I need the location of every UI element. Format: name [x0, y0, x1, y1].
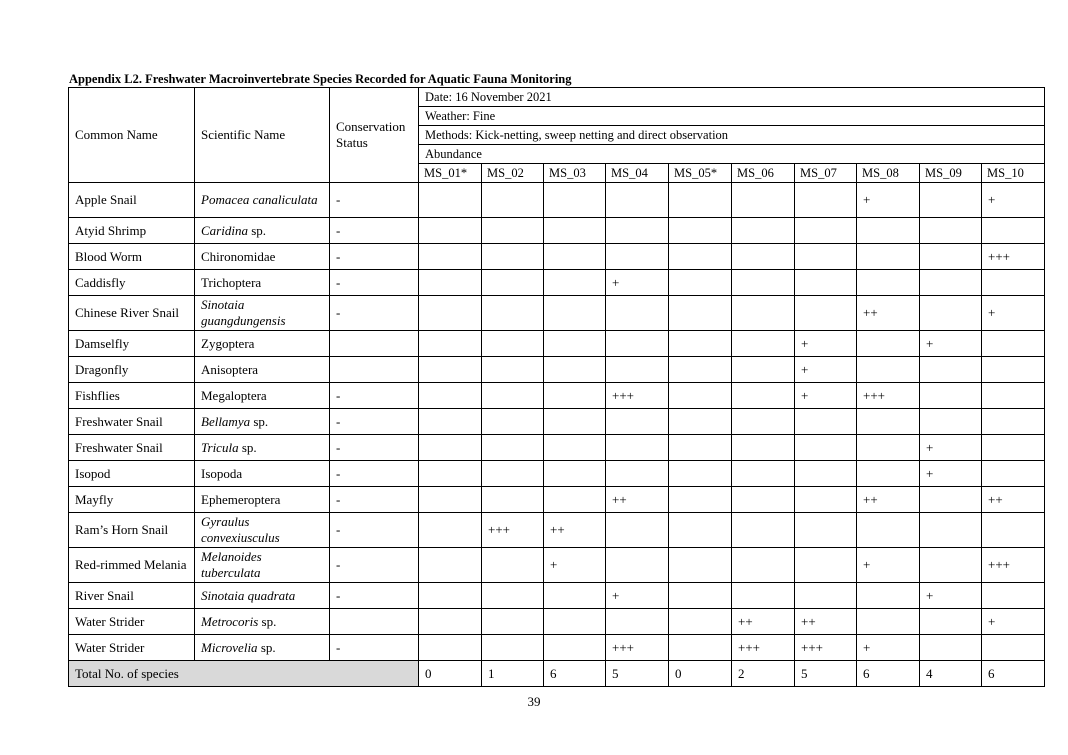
abundance-cell — [606, 548, 669, 583]
abundance-cell: ++ — [544, 513, 606, 548]
abundance-cell — [419, 635, 482, 661]
scientific-name-cell — [195, 296, 330, 331]
abundance-cell — [857, 270, 920, 296]
station-header: MS_10 — [982, 164, 1045, 183]
abundance-cell: + — [795, 383, 857, 409]
page-number: 39 — [527, 694, 541, 709]
abundance-cell: +++ — [857, 383, 920, 409]
abundance-cell — [920, 635, 982, 661]
abundance-cell — [857, 583, 920, 609]
abundance-cell — [920, 183, 982, 218]
table-row — [69, 461, 1045, 487]
common-name-cell: Caddisfly — [69, 270, 195, 296]
abundance-cell — [795, 487, 857, 513]
abundance-cell — [982, 435, 1045, 461]
table-row — [69, 244, 1045, 270]
conservation-status-cell: - — [330, 461, 419, 487]
abundance-cell: + — [857, 635, 920, 661]
abundance-cell — [482, 487, 544, 513]
table-row — [69, 357, 1045, 383]
common-name-cell: Water Strider — [69, 635, 195, 661]
scientific-name-part: Metrocoris — [201, 613, 259, 629]
common-name-cell: Freshwater Snail — [69, 435, 195, 461]
abundance-cell — [606, 183, 669, 218]
abundance-cell — [857, 461, 920, 487]
abundance-cell — [606, 331, 669, 357]
scientific-name-part: Chironomidae — [201, 248, 276, 264]
total-value-cell: 0 — [419, 661, 482, 687]
abundance-cell — [669, 296, 732, 331]
abundance-cell — [920, 548, 982, 583]
abundance-cell: ++ — [795, 609, 857, 635]
scientific-name-cell — [195, 270, 330, 296]
abundance-cell — [982, 331, 1045, 357]
abundance-cell: + — [982, 183, 1045, 218]
abundance-cell — [795, 183, 857, 218]
abundance-cell — [669, 635, 732, 661]
abundance-cell — [544, 218, 606, 244]
abundance-cell — [482, 357, 544, 383]
abundance-cell — [795, 296, 857, 331]
scientific-name-part: Caridina — [201, 222, 248, 238]
conservation-status-cell: - — [330, 383, 419, 409]
appendix-title: Appendix L2. Freshwater Macroinvertebrate Species Recorded for Aquatic Fauna Monitoring — [69, 72, 572, 86]
scientific-name-part: sp. — [247, 222, 267, 238]
scientific-name-cell — [195, 513, 330, 548]
abundance-cell — [857, 357, 920, 383]
abundance-cell: + — [920, 435, 982, 461]
abundance-cell: + — [920, 461, 982, 487]
conservation-status-cell: - — [330, 513, 419, 548]
abundance-cell — [544, 609, 606, 635]
abundance-cell — [669, 244, 732, 270]
abundance-cell — [857, 435, 920, 461]
common-name-cell: Atyid Shrimp — [69, 218, 195, 244]
abundance-cell: +++ — [795, 635, 857, 661]
abundance-cell — [732, 357, 795, 383]
abundance-cell — [544, 296, 606, 331]
scientific-name-cell — [195, 583, 330, 609]
total-value-cell: 1 — [482, 661, 544, 687]
abundance-cell — [982, 583, 1045, 609]
scientific-name-part: Isopoda — [201, 465, 243, 481]
abundance-cell — [669, 609, 732, 635]
abundance-cell — [732, 331, 795, 357]
table-row — [69, 635, 1045, 661]
abundance-cell — [419, 296, 482, 331]
abundance-cell — [544, 270, 606, 296]
common-name-cell: Apple Snail — [69, 183, 195, 218]
abundance-cell — [544, 461, 606, 487]
abundance-cell — [544, 357, 606, 383]
abundance-cell — [419, 461, 482, 487]
abundance-cell — [669, 331, 732, 357]
scientific-name-part: Megaloptera — [201, 387, 267, 403]
station-header: MS_02 — [482, 164, 544, 183]
abundance-cell: +++ — [982, 244, 1045, 270]
abundance-cell — [732, 218, 795, 244]
abundance-cell — [920, 218, 982, 244]
abundance-cell — [857, 244, 920, 270]
conservation-status-cell: - — [330, 409, 419, 435]
abundance-cell — [982, 635, 1045, 661]
common-name-cell: Freshwater Snail — [69, 409, 195, 435]
scientific-name-part: Pomacea canaliculata — [201, 192, 318, 207]
station-header: MS_01* — [419, 164, 482, 183]
abundance-cell: + — [857, 548, 920, 583]
common-name-cell: Blood Worm — [69, 244, 195, 270]
abundance-cell — [920, 383, 982, 409]
abundance-cell: + — [920, 583, 982, 609]
abundance-cell — [482, 583, 544, 609]
scientific-name-cell — [195, 331, 330, 357]
table-row — [69, 487, 1045, 513]
abundance-cell: +++ — [482, 513, 544, 548]
abundance-cell: + — [982, 296, 1045, 331]
abundance-cell — [669, 270, 732, 296]
station-header: MS_08 — [857, 164, 920, 183]
total-value-cell: 2 — [732, 661, 795, 687]
abundance-cell — [669, 409, 732, 435]
scientific-name-cell — [195, 461, 330, 487]
header-abundance: Abundance — [419, 145, 1045, 164]
abundance-cell: + — [544, 548, 606, 583]
abundance-cell — [419, 331, 482, 357]
table-row — [69, 183, 1045, 218]
abundance-cell — [795, 435, 857, 461]
conservation-status-cell: - — [330, 635, 419, 661]
conservation-status-cell: - — [330, 583, 419, 609]
conservation-status-cell: - — [330, 435, 419, 461]
abundance-cell — [482, 635, 544, 661]
scientific-name-part: sp. — [238, 439, 257, 455]
abundance-cell — [669, 435, 732, 461]
abundance-cell — [795, 409, 857, 435]
station-header: MS_06 — [732, 164, 795, 183]
station-header: MS_04 — [606, 164, 669, 183]
conservation-status-cell: - — [330, 270, 419, 296]
abundance-cell — [669, 583, 732, 609]
abundance-cell — [482, 331, 544, 357]
abundance-cell: ++ — [732, 609, 795, 635]
abundance-cell: ++ — [982, 487, 1045, 513]
abundance-cell — [795, 548, 857, 583]
common-name-cell: Damselfly — [69, 331, 195, 357]
abundance-cell — [482, 218, 544, 244]
scientific-name-part: Sinotaia quadrata — [201, 587, 296, 603]
abundance-cell — [795, 270, 857, 296]
abundance-cell: ++ — [857, 487, 920, 513]
abundance-cell — [606, 296, 669, 331]
abundance-cell — [982, 270, 1045, 296]
abundance-cell: +++ — [606, 383, 669, 409]
table-row — [69, 609, 1045, 635]
header-date: Date: 16 November 2021 — [419, 88, 1045, 107]
abundance-cell — [419, 409, 482, 435]
conservation-status-cell: - — [330, 548, 419, 583]
abundance-cell — [732, 183, 795, 218]
table-row — [69, 331, 1045, 357]
abundance-cell: +++ — [982, 548, 1045, 583]
abundance-cell — [857, 609, 920, 635]
abundance-cell — [732, 270, 795, 296]
abundance-cell — [732, 513, 795, 548]
abundance-cell — [482, 183, 544, 218]
abundance-cell: +++ — [606, 635, 669, 661]
abundance-cell — [544, 435, 606, 461]
abundance-cell: +++ — [732, 635, 795, 661]
conservation-status-cell — [330, 357, 419, 383]
scientific-name-part: Tricula — [201, 439, 239, 455]
total-value-cell: 6 — [857, 661, 920, 687]
station-header: MS_05* — [669, 164, 732, 183]
abundance-cell — [920, 357, 982, 383]
scientific-name-part: Ephemeroptera — [201, 491, 281, 507]
scientific-name-part: Sinotaia guangdungensis — [201, 297, 286, 328]
abundance-cell — [669, 487, 732, 513]
abundance-cell — [419, 609, 482, 635]
abundance-cell — [544, 583, 606, 609]
abundance-cell — [857, 409, 920, 435]
abundance-cell — [482, 609, 544, 635]
abundance-cell — [982, 461, 1045, 487]
abundance-cell — [544, 331, 606, 357]
abundance-cell — [732, 435, 795, 461]
abundance-cell — [669, 218, 732, 244]
scientific-name-part: sp. — [258, 613, 277, 629]
table-row — [69, 548, 1045, 583]
scientific-name-cell — [195, 183, 330, 218]
common-name-cell: Chinese River Snail — [69, 296, 195, 331]
header-common-name: Common Name — [69, 88, 195, 183]
abundance-cell — [669, 461, 732, 487]
abundance-cell — [606, 609, 669, 635]
abundance-cell — [606, 461, 669, 487]
total-value-cell: 5 — [795, 661, 857, 687]
abundance-cell — [544, 383, 606, 409]
conservation-status-cell — [330, 331, 419, 357]
scientific-name-cell — [195, 218, 330, 244]
station-header: MS_09 — [920, 164, 982, 183]
abundance-cell — [419, 218, 482, 244]
abundance-cell — [732, 244, 795, 270]
scientific-name-cell — [195, 548, 330, 583]
abundance-cell — [920, 513, 982, 548]
abundance-cell — [482, 435, 544, 461]
table-row — [69, 383, 1045, 409]
scientific-name-cell — [195, 609, 330, 635]
species-table — [68, 87, 1045, 687]
table-row — [69, 583, 1045, 609]
abundance-cell — [857, 513, 920, 548]
scientific-name-part: sp. — [250, 413, 269, 429]
common-name-cell: River Snail — [69, 583, 195, 609]
abundance-cell — [419, 548, 482, 583]
abundance-cell — [482, 296, 544, 331]
abundance-cell — [795, 244, 857, 270]
table-row — [69, 409, 1045, 435]
conservation-status-cell: - — [330, 296, 419, 331]
scientific-name-part: Gyraulus convexiusculus — [201, 514, 280, 545]
abundance-cell — [732, 409, 795, 435]
conservation-status-cell: - — [330, 218, 419, 244]
abundance-cell — [920, 409, 982, 435]
abundance-cell — [857, 331, 920, 357]
total-value-cell: 6 — [982, 661, 1045, 687]
abundance-cell — [732, 583, 795, 609]
conservation-status-cell: - — [330, 183, 419, 218]
abundance-cell — [982, 409, 1045, 435]
conservation-status-cell: - — [330, 487, 419, 513]
abundance-cell: + — [795, 357, 857, 383]
common-name-cell: Red-rimmed Melania — [69, 548, 195, 583]
abundance-cell — [920, 296, 982, 331]
scientific-name-cell — [195, 357, 330, 383]
abundance-cell: + — [982, 609, 1045, 635]
abundance-cell — [606, 244, 669, 270]
header-conservation-status: Conservation Status — [330, 88, 419, 183]
total-value-cell: 4 — [920, 661, 982, 687]
abundance-cell — [482, 383, 544, 409]
abundance-cell — [795, 583, 857, 609]
conservation-status-cell — [330, 609, 419, 635]
table-row — [69, 270, 1045, 296]
total-value-cell: 0 — [669, 661, 732, 687]
abundance-cell — [606, 409, 669, 435]
total-value-cell: 5 — [606, 661, 669, 687]
header-methods: Methods: Kick-netting, sweep netting and direct observation — [419, 126, 1045, 145]
abundance-cell — [544, 409, 606, 435]
abundance-cell — [982, 357, 1045, 383]
abundance-cell — [669, 183, 732, 218]
abundance-cell — [795, 513, 857, 548]
abundance-cell — [732, 461, 795, 487]
abundance-cell — [920, 487, 982, 513]
abundance-cell — [732, 487, 795, 513]
abundance-cell — [419, 383, 482, 409]
abundance-cell — [482, 409, 544, 435]
scientific-name-part: sp. — [257, 639, 276, 655]
abundance-cell: ++ — [857, 296, 920, 331]
abundance-cell — [669, 357, 732, 383]
scientific-name-part: Microvelia — [201, 639, 258, 655]
abundance-cell: + — [606, 583, 669, 609]
scientific-name-part: Trichoptera — [201, 274, 262, 290]
scientific-name-cell — [195, 635, 330, 661]
scientific-name-cell — [195, 435, 330, 461]
common-name-cell: Fishflies — [69, 383, 195, 409]
abundance-cell — [606, 513, 669, 548]
abundance-cell: + — [920, 331, 982, 357]
common-name-cell: Isopod — [69, 461, 195, 487]
abundance-cell — [544, 487, 606, 513]
abundance-cell: + — [857, 183, 920, 218]
abundance-cell: + — [795, 331, 857, 357]
abundance-cell — [795, 461, 857, 487]
abundance-cell — [920, 244, 982, 270]
total-row — [69, 661, 1045, 687]
abundance-cell: + — [606, 270, 669, 296]
scientific-name-part: Bellamya — [201, 413, 251, 429]
abundance-cell — [482, 244, 544, 270]
abundance-cell — [920, 609, 982, 635]
abundance-cell — [669, 383, 732, 409]
abundance-cell — [544, 183, 606, 218]
scientific-name-part: Melanoides tuberculata — [201, 549, 262, 580]
scientific-name-cell — [195, 244, 330, 270]
abundance-cell — [419, 270, 482, 296]
abundance-cell — [419, 183, 482, 218]
table-row — [69, 435, 1045, 461]
abundance-cell — [419, 357, 482, 383]
abundance-cell — [419, 487, 482, 513]
scientific-name-part: Anisoptera — [201, 361, 259, 377]
common-name-cell: Ram’s Horn Snail — [69, 513, 195, 548]
common-name-cell: Dragonfly — [69, 357, 195, 383]
table-row — [69, 296, 1045, 331]
table-row — [69, 513, 1045, 548]
abundance-cell — [732, 383, 795, 409]
abundance-cell — [857, 218, 920, 244]
station-header: MS_07 — [795, 164, 857, 183]
scientific-name-cell — [195, 383, 330, 409]
table-row — [69, 218, 1045, 244]
header-scientific-name: Scientific Name — [195, 88, 330, 183]
header-weather: Weather: Fine — [419, 107, 1045, 126]
scientific-name-part: Zygoptera — [201, 335, 255, 351]
abundance-cell — [419, 244, 482, 270]
abundance-cell — [606, 218, 669, 244]
abundance-cell — [544, 244, 606, 270]
scientific-name-cell — [195, 487, 330, 513]
abundance-cell — [982, 513, 1045, 548]
total-label: Total No. of species — [69, 661, 419, 687]
abundance-cell — [419, 513, 482, 548]
abundance-cell — [732, 548, 795, 583]
abundance-cell — [920, 270, 982, 296]
abundance-cell — [982, 218, 1045, 244]
abundance-cell — [419, 435, 482, 461]
common-name-cell: Water Strider — [69, 609, 195, 635]
abundance-cell — [482, 461, 544, 487]
abundance-cell — [795, 218, 857, 244]
abundance-cell — [732, 296, 795, 331]
abundance-cell: ++ — [606, 487, 669, 513]
total-value-cell: 6 — [544, 661, 606, 687]
station-header: MS_03 — [544, 164, 606, 183]
abundance-cell — [669, 513, 732, 548]
abundance-cell — [482, 270, 544, 296]
abundance-cell — [544, 635, 606, 661]
common-name-cell: Mayfly — [69, 487, 195, 513]
abundance-cell — [482, 548, 544, 583]
abundance-cell — [669, 548, 732, 583]
abundance-cell — [606, 435, 669, 461]
abundance-cell — [982, 383, 1045, 409]
scientific-name-cell — [195, 409, 330, 435]
conservation-status-cell: - — [330, 244, 419, 270]
abundance-cell — [419, 583, 482, 609]
abundance-cell — [606, 357, 669, 383]
